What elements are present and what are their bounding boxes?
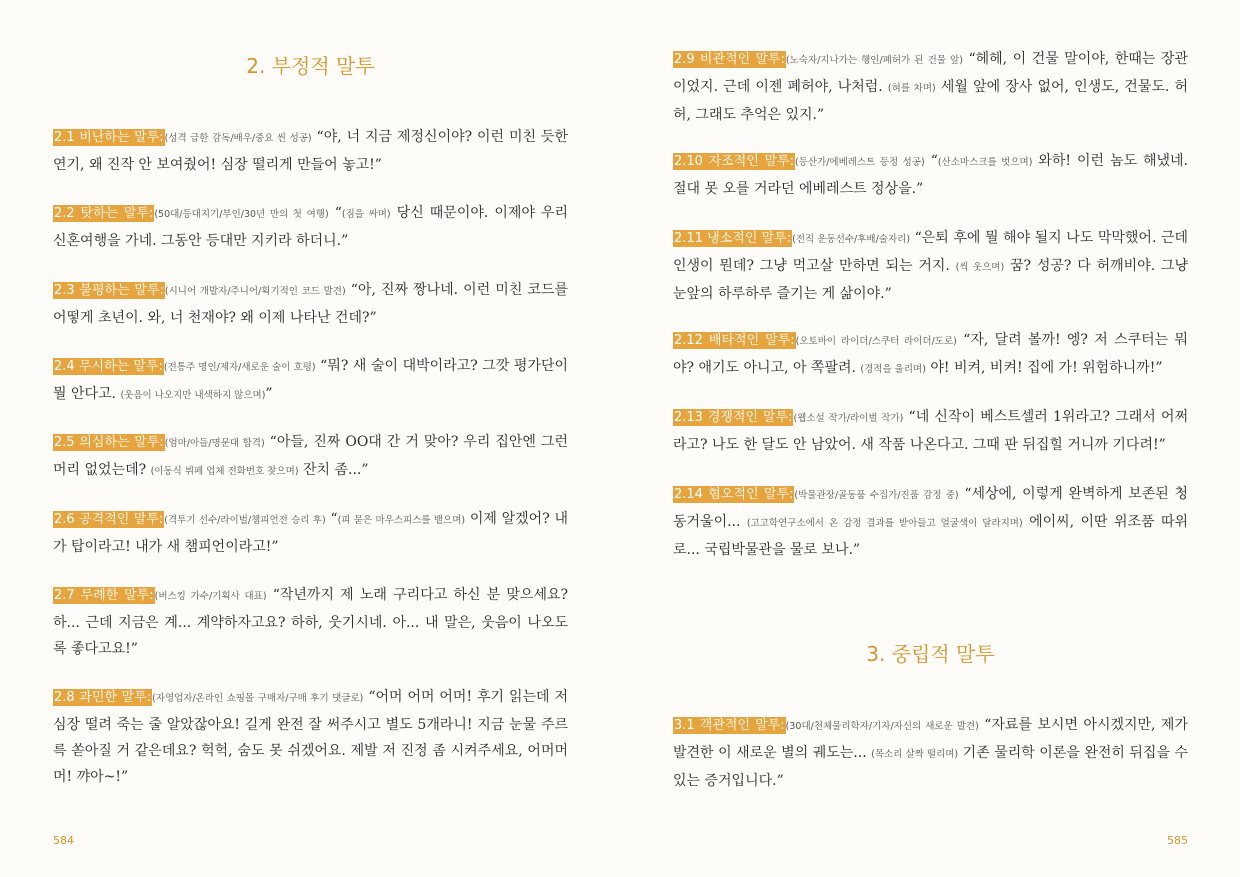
entry-text: “아들, 진짜 OO대 간 거 맞아? 우리 집안엔 그런 머리 없었는데? (53, 434, 568, 478)
entry-text: “작년까지 제 노래 구리다고 하신 분 맞으세요? 하... 근데 지금은 계... 계약하자고요? 하하, 웃기시네. 아... 내 말은, 웃음이 나오도록 좋다고요!” (53, 587, 568, 657)
entry (673, 481, 1188, 563)
entry-text: ” (265, 386, 273, 402)
entry-label: 2.14 혐오적인 말투: (674, 487, 794, 502)
entry-label: 2.6 공격적인 말투: (54, 512, 164, 527)
entry-text: 잔치 좀...” (298, 462, 369, 478)
entry-note: (버스킹 가수/기획사 대표) (154, 591, 267, 602)
entry-note: (혀를 차며) (887, 83, 936, 94)
entry-text: “세상에, 이렇게 완벽하게 보존된 청동거울이... (673, 486, 1188, 530)
entry-note: (피 묻은 마우스피스를 뱉으며) (337, 515, 466, 526)
page-number: 585 (1167, 834, 1188, 847)
entry (673, 225, 1188, 307)
entry-label: 2.2 탓하는 말투: (54, 206, 154, 221)
entry-text: “자료를 보시면 아시겠지만, 제가 발견한 이 새로운 별의 궤도는... (673, 717, 1188, 761)
entry-note: (30대/천체물리학자/기자/자신의 새로운 발견) (785, 721, 979, 732)
left-page (53, 0, 568, 877)
entry-label: 2.1 비난하는 말투: (54, 130, 164, 145)
entry (673, 712, 1188, 794)
entry-text: 와하! 이런 놈도 해냈네. 절대 못 오를 거라던 에베레스트 정상을.” (673, 153, 1189, 197)
entry (53, 684, 568, 790)
entry (673, 404, 1188, 458)
entry (53, 353, 568, 409)
entry-note: (이동식 뷔페 업체 전화번호 찾으며) (150, 466, 299, 477)
entry-note: (짐을 싸며) (341, 209, 391, 220)
entry (53, 200, 568, 254)
entry-text: 기존 물리학 이론을 완전히 뒤집을 수 있는 증거입니다.” (673, 745, 1189, 789)
entry-text: “야, 너 지금 제정신이야? 이런 미친 듯한 연기, 왜 진작 안 보여줬어! 심장 떨리게 만들어 놓고!” (53, 129, 568, 173)
entry-text: “네 신작이 베스트셀러 1위라고? 그래서 어쩌라고? 나도 한 달도 안 남았어. 새 작품 나온다고. 그때 판 뒤집힐 거니까 기다려!” (673, 409, 1188, 453)
entry-note: (등산가/에베레스트 등정 성공) (794, 157, 925, 168)
entry-note: (전직 운동선수/후배/술자리) (792, 234, 911, 245)
entry-note: (박물관장/골동품 수집가/진품 감정 중) (794, 490, 959, 501)
entry-label: 2.3 불평하는 말투: (54, 283, 164, 298)
entry-note: (웃음이 나오지만 내색하지 않으며) (120, 390, 266, 401)
entry-label: 2.13 경쟁적인 말투: (674, 410, 793, 425)
entry (673, 148, 1188, 202)
entry (53, 582, 568, 662)
entry-text: “은퇴 후에 뭘 해야 될지 나도 막막했어. 근데 인생이 뭔데? 그냥 먹고살 만하면 되는 거지. (673, 230, 1188, 274)
entry-note: (씩 웃으며) (955, 262, 1005, 273)
page-number: 584 (53, 834, 74, 847)
entry-note: (경적을 울리며) (860, 364, 926, 375)
entry-text: “자, 달려 볼까! 엥? 저 스쿠터는 뭐야? 애기도 아니고, 아 쪽팔려. (673, 332, 1188, 376)
entry-label: 3.1 객관적인 말투: (674, 718, 785, 733)
entry-text: 야! 비켜, 비켜! 집에 가! 위험하니까!” (925, 360, 1163, 376)
entry (53, 277, 568, 331)
entry-note: (산소마스크를 벗으며) (937, 157, 1033, 168)
entry-note: (전통주 명인/제자/새로운 술이 호평) (163, 362, 316, 373)
entry-note: (성격 급한 감독/배우/중요 씬 성공) (164, 133, 312, 144)
entry (53, 506, 568, 560)
right-page (673, 0, 1188, 877)
entry-text: “아, 진짜 짱나네. 이런 미친 코드를 어떻게 초년이. 와, 너 천재야? 왜 이제 나타난 건데?” (53, 282, 568, 326)
entry-text: 꿈? 성공? 다 허깨비야. 그냥 눈앞의 하루하루 즐기는 게 삶이야.” (673, 258, 1189, 302)
entry-note: (격투기 선수/라이벌/챔피언전 승리 후) (164, 515, 326, 526)
entry-text: 에이씨, 이딴 위조품 따위로... 국립박물관을 물로 보나.” (673, 514, 1188, 558)
entry-text: “ (924, 153, 938, 169)
entry-note: (고고학연구소에서 온 감정 결과를 받아들고 얼굴색이 달라지며) (746, 518, 1023, 529)
entry-note: (50대/등대지기/부인/30년 만의 첫 여행) (154, 209, 329, 220)
entry-text: “ (328, 205, 342, 221)
entry-label: 2.4 무시하는 말투: (54, 359, 163, 374)
section-title: 2. 부정적 말투 (246, 54, 375, 78)
entry-label: 2.12 배타적인 말투: (674, 333, 795, 348)
entry-text: “헤헤, 이 건물 말이야, 한때는 장관이었지. 근데 이젠 폐허야, 나처럼. (673, 51, 1188, 95)
entry-note: (목소리 살짝 떨리며) (871, 749, 959, 760)
entry-label: 2.8 과민한 말투: (54, 690, 152, 705)
entry-text: “ (325, 511, 338, 527)
entry-label: 2.5 의심하는 말투: (54, 435, 164, 450)
entry-note: (엄마/아들/명문대 합격) (164, 438, 265, 449)
entry-text: 당신 때문이야. 이제야 우리 신혼여행을 가네. 그동안 등대만 지키라 하더니.” (53, 205, 569, 249)
entry-text: 세월 앞에 장사 없어, 인생도, 건물도. 허허, 그래도 추억은 있지.” (673, 79, 1188, 123)
entry-note: (웹소설 작가/라이벌 작가) (793, 413, 904, 424)
entry-text: “어머 어머 어머! 후기 읽는데 저 심장 떨려 죽는 줄 알았잖아요! 길게 완전 잘 써주시고 별도 5개라니! 지금 눈물 주르륵 쏟아질 거 같은데요? 헉헉, 숨도 못 쉬겠어요. 제발 저 진정 좀 시켜주세요, 어머머머! 꺄아~!” (53, 689, 568, 785)
entry-note: (자영업자/온라인 쇼핑몰 구매자/구매 후기 댓글로) (152, 693, 364, 704)
entry-note: (노숙자/지나가는 행인/폐허가 된 건물 앞) (785, 55, 963, 66)
entry-note: (시니어 개발자/주니어/획기적인 코드 발견) (164, 286, 346, 297)
entry (673, 327, 1188, 383)
entry (53, 124, 568, 178)
entry-label: 2.10 자조적인 말투: (674, 154, 794, 169)
entry-label: 2.7 무례한 말투: (54, 588, 154, 603)
entry (53, 429, 568, 485)
entry (673, 46, 1188, 128)
entry-text: 이제 알겠어? 내가 탑이라고! 내가 새 챔피언이라고!” (53, 511, 568, 555)
entry-note: (오토바이 라이더/스쿠터 라이더/도로) (795, 336, 957, 347)
entry-text: “뭐? 새 술이 대박이라고? 그깟 평가단이 뭘 안다고. (53, 358, 569, 402)
entry-label: 2.9 비관적인 말투: (674, 52, 785, 67)
entry-label: 2.11 냉소적인 말투: (674, 231, 792, 246)
section-title: 3. 중립적 말투 (866, 642, 995, 666)
